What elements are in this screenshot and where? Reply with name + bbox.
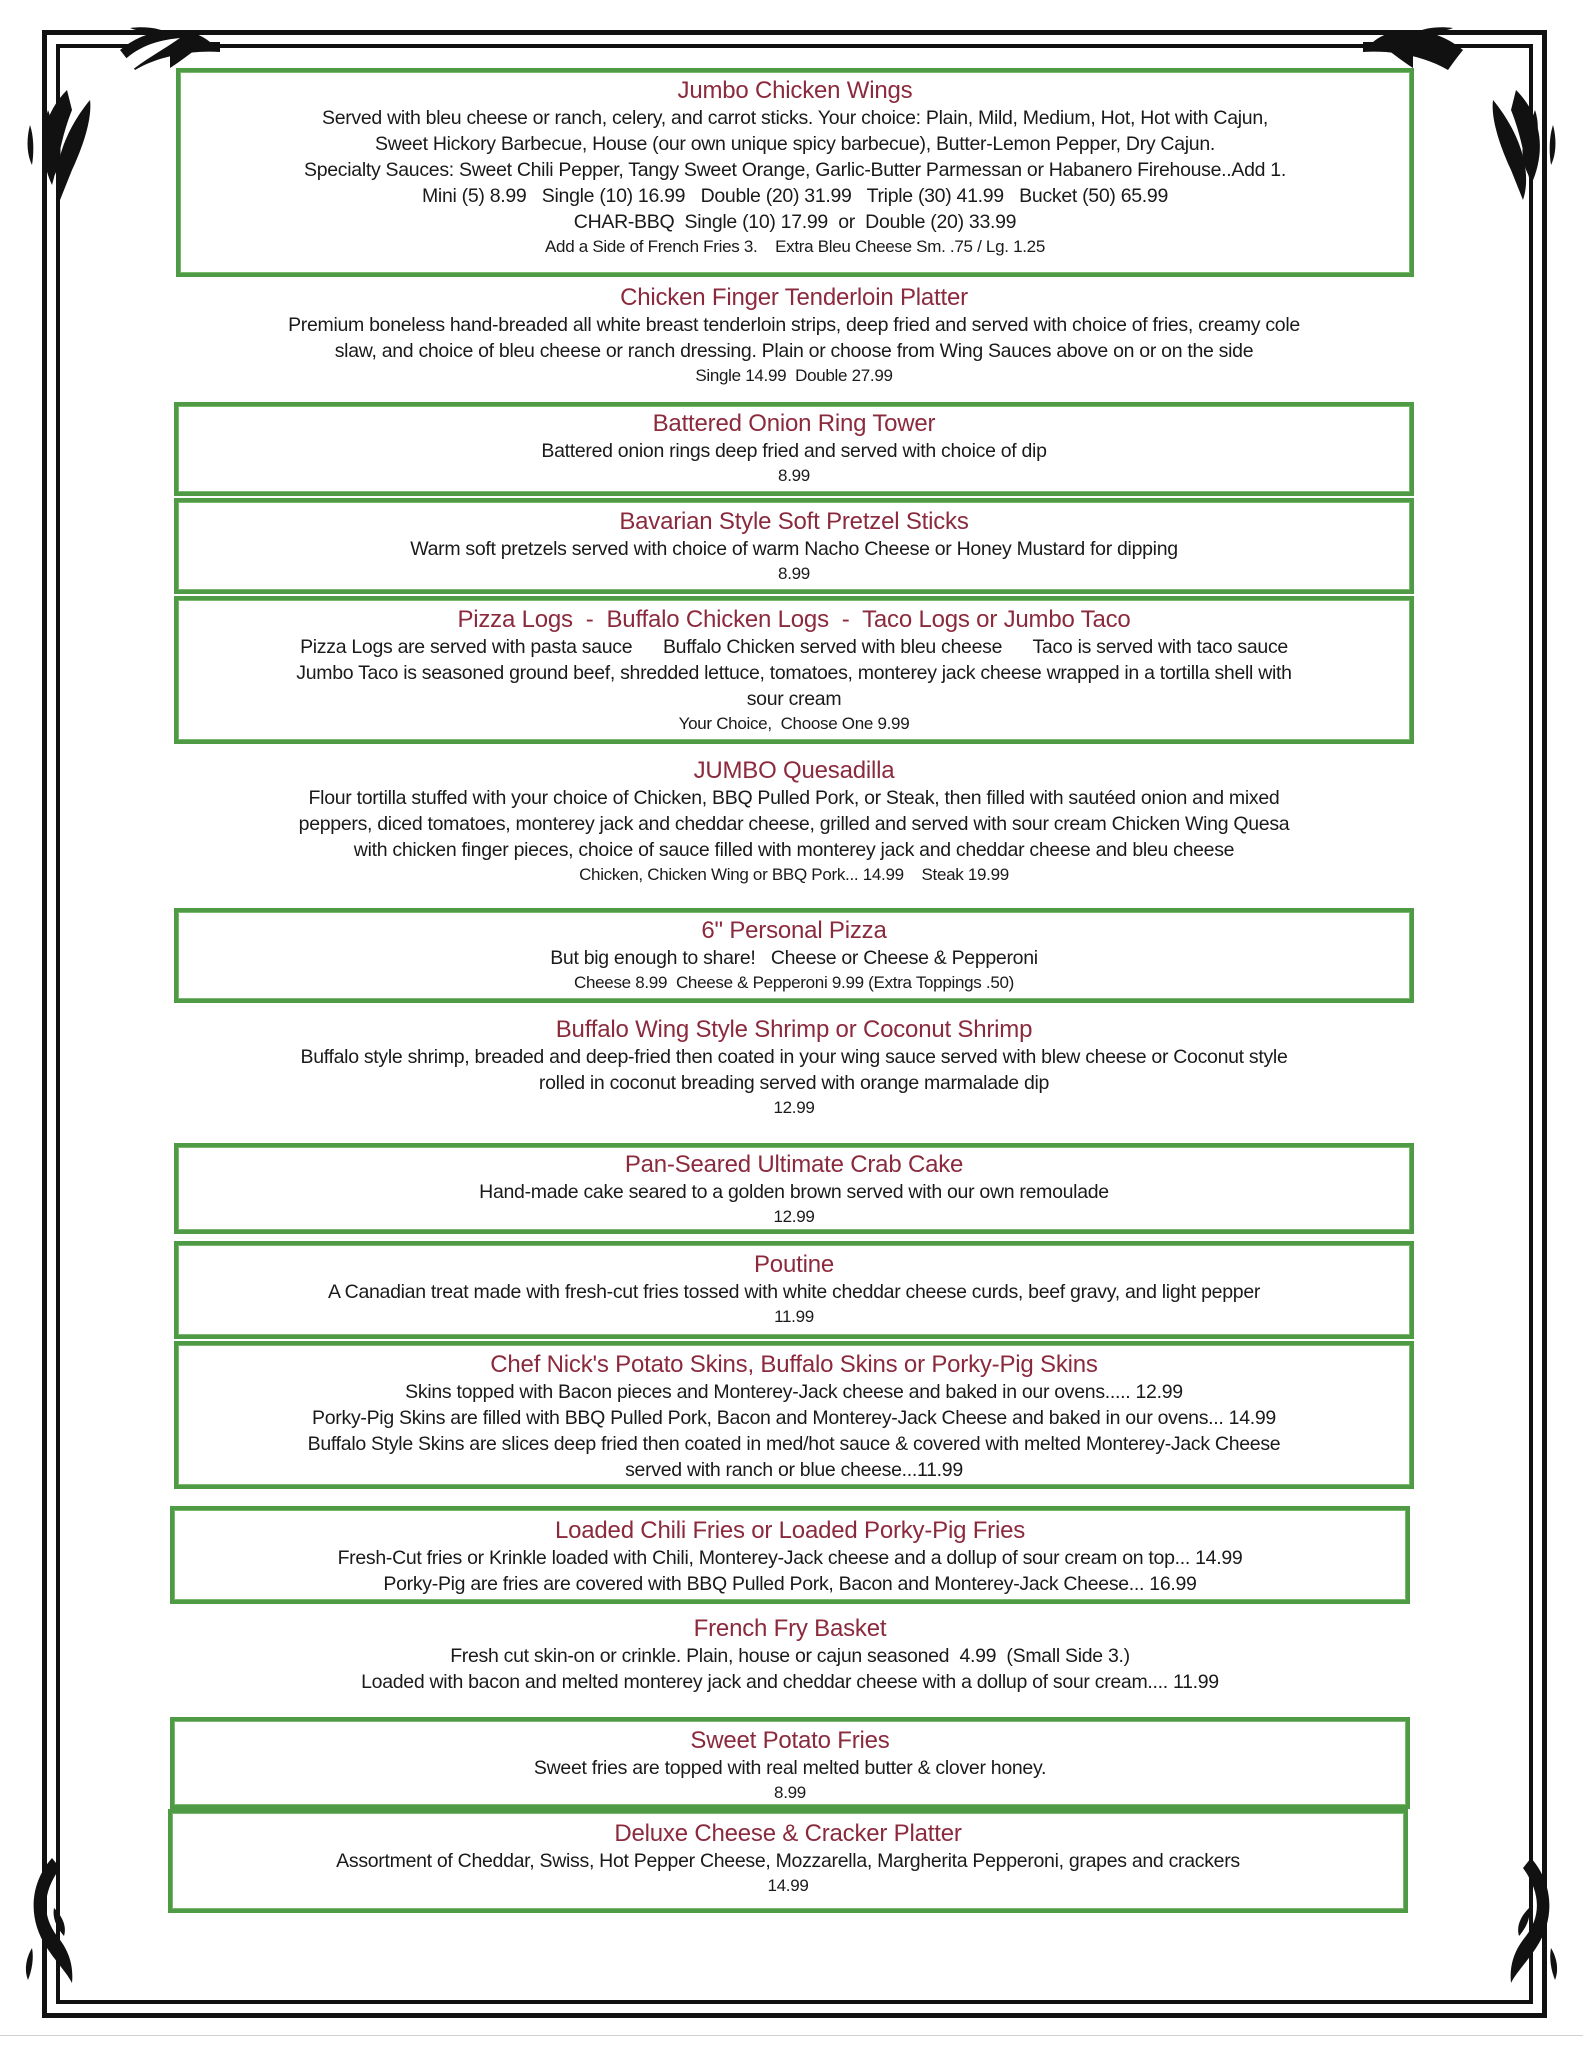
menu-item-onion-ring-tower — [174, 402, 1414, 496]
item-price-list: CHAR-BBQ Single (10) 17.99 or Double (20) 33.99 — [573, 211, 1017, 233]
item-price: 8.99 — [778, 466, 810, 485]
item-description: Premium boneless hand-breaded all white breast tenderloin strips, deep fried and served with choice of fries, creamy cole — [288, 314, 1300, 336]
menu-item-crab-cake — [174, 1143, 1414, 1234]
item-title: Loaded Chili Fries or Loaded Porky-Pig Fries — [554, 1517, 1026, 1544]
item-description: Fresh-Cut fries or Krinkle loaded with Chili, Monterey-Jack cheese and a dollup of sour cream on top... 14.99 — [337, 1547, 1243, 1569]
menu-item-jumbo-chicken-wings — [176, 68, 1414, 277]
item-description: Fresh cut skin-on or crinkle. Plain, house or cajun seasoned 4.99 (Small Side 3.) — [450, 1645, 1130, 1667]
item-price: Single 14.99 Double 27.99 — [695, 366, 893, 385]
menu-item-french-fry-basket — [170, 1614, 1410, 1695]
leaf-ornament-icon-bottom-right — [1491, 1858, 1571, 1988]
item-description: Sweet Hickory Barbecue, House (our own unique spicy barbecue), Butter-Lemon Pepper, Dry Cajun. — [375, 133, 1215, 155]
item-price: Chicken, Chicken Wing or BBQ Pork... 14.99 Steak 19.99 — [579, 865, 1009, 884]
item-price: 11.99 — [774, 1307, 814, 1326]
item-description: Warm soft pretzels served with choice of warm Nacho Cheese or Honey Mustard for dipping — [410, 538, 1178, 560]
item-description: peppers, diced tomatoes, monterey jack and cheddar cheese, grilled and served with sour cream Chicken Wing Quesa — [298, 813, 1290, 835]
leaf-ornament-icon-right-side — [1501, 85, 1561, 205]
item-title: Poutine — [754, 1251, 834, 1278]
item-description: Porky-Pig Skins are filled with BBQ Pulled Pork, Bacon and Monterey-Jack Cheese and baked in our ovens... 14.99 — [312, 1407, 1276, 1429]
item-title: French Fry Basket — [693, 1615, 887, 1642]
item-title: Deluxe Cheese & Cracker Platter — [614, 1820, 962, 1847]
item-description: Sweet fries are topped with real melted butter & clover honey. — [533, 1757, 1047, 1779]
item-price: Cheese 8.99 Cheese & Pepperoni 9.99 (Extra Toppings .50) — [574, 973, 1014, 992]
item-title: JUMBO Quesadilla — [693, 757, 895, 784]
menu-item-chicken-finger-platter — [174, 283, 1414, 388]
item-description: Assortment of Cheddar, Swiss, Hot Pepper Cheese, Mozzarella, Margherita Pepperoni, grapes and crackers — [336, 1850, 1240, 1872]
item-price: 14.99 — [767, 1876, 809, 1895]
leaf-ornament-icon-bottom-left — [12, 1858, 92, 1988]
item-description: slaw, and choice of bleu cheese or ranch dressing. Plain or choose from Wing Sauces above on or on the side — [334, 340, 1254, 362]
menu-item-pretzel-sticks — [174, 498, 1414, 594]
item-description: Flour tortilla stuffed with your choice of Chicken, BBQ Pulled Pork, or Steak, then filled with sautéed onion and mixed — [308, 787, 1280, 809]
item-description: Porky-Pig are fries are covered with BBQ Pulled Pork, Bacon and Monterey-Jack Cheese... 16.99 — [383, 1573, 1197, 1595]
item-description: Served with bleu cheese or ranch, celery, and carrot sticks. Your choice: Plain, Mild, Medium, Hot, Hot with Cajun, — [321, 107, 1268, 129]
item-title: 6" Personal Pizza — [701, 917, 887, 944]
item-price: 12.99 — [773, 1207, 815, 1226]
item-description: Buffalo Style Skins are slices deep fried then coated in med/hot sauce & covered with melted Monterey-Jack Cheese — [307, 1433, 1281, 1455]
item-price: Your Choice, Choose One 9.99 — [678, 714, 910, 733]
item-title: Sweet Potato Fries — [690, 1727, 890, 1754]
item-description: Specialty Sauces: Sweet Chili Pepper, Tangy Sweet Orange, Garlic-Butter Parmessan or Habanero Firehouse..Add 1. — [304, 159, 1286, 181]
item-title: Battered Onion Ring Tower — [652, 410, 936, 437]
item-title: Pizza Logs - Buffalo Chicken Logs - Taco Logs or Jumbo Taco — [457, 606, 1131, 633]
item-description: A Canadian treat made with fresh-cut fries tossed with white cheddar cheese curds, beef gravy, and light pepper — [327, 1281, 1261, 1303]
item-title: Buffalo Wing Style Shrimp or Coconut Shrimp — [555, 1016, 1033, 1043]
menu-item-poutine — [174, 1241, 1414, 1339]
item-description: Hand-made cake seared to a golden brown served with our own remoulade — [479, 1181, 1109, 1203]
item-description: Jumbo Taco is seasoned ground beef, shredded lettuce, tomatoes, monterey jack cheese wrapped in a tortilla shell with — [296, 662, 1292, 684]
menu-item-sweet-potato-fries — [170, 1717, 1410, 1809]
item-description: Buffalo style shrimp, breaded and deep-fried then coated in your wing sauce served with blew cheese or Coconut style — [300, 1046, 1288, 1068]
menu-item-personal-pizza — [174, 908, 1414, 1003]
item-price-list: Mini (5) 8.99 Single (10) 16.99 Double (20) 31.99 Triple (30) 41.99 Bucket (50) 65.99 — [421, 185, 1169, 207]
item-title: Chicken Finger Tenderloin Platter — [620, 284, 968, 311]
menu-item-jumbo-quesadilla — [174, 756, 1414, 887]
item-description: Loaded with bacon and melted monterey jack and cheddar cheese with a dollup of sour cream.... 11.99 — [361, 1671, 1219, 1693]
item-description: sour cream — [746, 688, 842, 710]
item-title: Chef Nick's Potato Skins, Buffalo Skins or Porky-Pig Skins — [490, 1351, 1098, 1378]
item-description: But big enough to share! Cheese or Cheese & Pepperoni — [550, 947, 1038, 969]
item-addons: Add a Side of French Fries 3. Extra Bleu Cheese Sm. .75 / Lg. 1.25 — [545, 237, 1045, 256]
item-price: 8.99 — [774, 1783, 806, 1802]
item-description: Skins topped with Bacon pieces and Monterey-Jack cheese and baked in our ovens..... 12.99 — [405, 1381, 1183, 1403]
item-description: Pizza Logs are served with pasta sauce Buffalo Chicken served with bleu cheese Taco is served with taco sauce — [300, 636, 1288, 658]
item-description: rolled in coconut breading served with orange marmalade dip — [538, 1072, 1050, 1094]
item-price: 12.99 — [773, 1098, 815, 1117]
item-price: 8.99 — [778, 564, 810, 583]
item-title: Pan-Seared Ultimate Crab Cake — [624, 1151, 964, 1178]
scan-edge-rule — [0, 2035, 1583, 2036]
menu-item-shrimp — [174, 1015, 1414, 1120]
item-description: Battered onion rings deep fried and served with choice of dip — [541, 440, 1047, 462]
item-description: with chicken finger pieces, choice of sauce filled with monterey jack and cheddar cheese and bleu cheese — [353, 839, 1235, 861]
leaf-ornament-icon-left-side — [22, 85, 82, 205]
item-description: served with ranch or blue cheese...11.99 — [625, 1459, 963, 1481]
item-title: Bavarian Style Soft Pretzel Sticks — [619, 508, 969, 535]
menu-item-loaded-fries — [170, 1506, 1410, 1604]
menu-item-logs-and-tacos — [174, 596, 1414, 744]
item-title: Jumbo Chicken Wings — [677, 77, 913, 104]
menu-item-potato-skins — [174, 1341, 1414, 1489]
menu-item-cheese-cracker-platter — [168, 1809, 1408, 1913]
